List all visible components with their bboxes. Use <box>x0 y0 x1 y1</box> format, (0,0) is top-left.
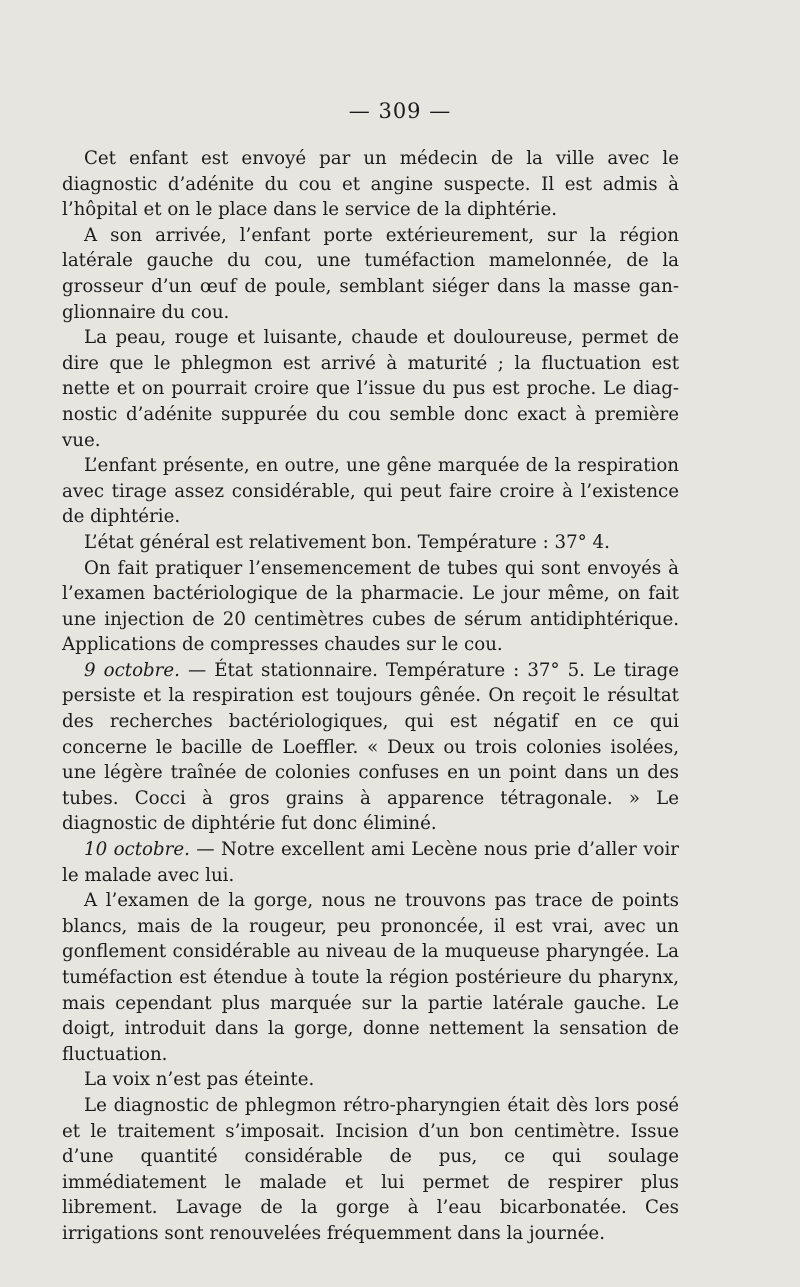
body-text <box>62 146 679 1247</box>
paragraph <box>62 1067 679 1093</box>
date-heading: 9 octobre. <box>84 659 180 681</box>
paragraph <box>62 1093 679 1247</box>
paragraph-text: La voix n’est pas éteinte. <box>84 1069 315 1091</box>
paragraph-text: Le diagnostic de phlegmon rétro-pharyngien était dès lors posé et le traitement s’imposait. Incision d’un bon centimètre. Issue d’une quantité considérable de pus, ce qui soulage immédiatement le malade et lui permet de respirer plus librement. Lavage de la gorge à l’eau bicarbonatée. Ces irrigations sont renouvelées fréquemment dans la journée. <box>62 1094 679 1244</box>
paragraph-text: On fait pratiquer l’ensemencement de tubes qui sont envoyés à l’examen bactériologique de la pharmacie. Le jour même, on fait une injection de 20 centimètres cubes de sérum antidiphtérique. Applications de compresses chaudes sur le cou. <box>62 557 679 656</box>
paragraph <box>62 888 679 1067</box>
paragraph <box>62 530 679 556</box>
paragraph <box>62 837 679 888</box>
paragraph <box>62 223 679 325</box>
paragraph-text: — Notre excellent ami Lecène nous prie d’aller voir le malade avec lui. <box>62 839 679 886</box>
paragraph-text: La peau, rouge et luisante, chaude et douloureuse, permet de dire que le phlegmon est arrivé à maturité ; la fluctuation est nette et on pourrait croire que l’issue du pus est proche. Le diagnostic d’adénite suppurée du cou semble donc exact à première vue. <box>62 327 679 451</box>
paragraph <box>62 556 679 658</box>
paragraph-text: A son arrivée, l’enfant porte extérieurement, sur la région latérale gauche du cou, une tuméfaction mamelonnée, de la grosseur d’un œuf de poule, semblant siéger dans la masse ganglionnaire du cou. <box>62 224 679 323</box>
paragraph <box>62 146 679 223</box>
paragraph-text: — État stationnaire. Température : 37° 5. Le tirage persiste et la respiration est toujours gênée. On reçoit le résultat des recherches bactériologiques, qui est négatif en ce qui concerne le bacille de Loeffler. « Deux ou trois colonies isolées, une légère traînée de colonies confuses en un point dans un des tubes. Cocci à gros grains à apparence tétragonale. » Le diagnostic de diphtérie fut donc éliminé. <box>62 659 679 835</box>
paragraph <box>62 453 679 530</box>
paragraph-text: L’état général est relativement bon. Température : 37° 4. <box>84 531 610 553</box>
paragraph-text: Cet enfant est envoyé par un médecin de la ville avec le diagnostic d’adénite du cou et angine suspecte. Il est admis à l’hôpital et on le place dans le service de la diphtérie. <box>62 148 679 221</box>
page-number: — 309 — <box>348 99 452 123</box>
paragraph <box>62 658 679 837</box>
paragraph-text: L’enfant présente, en outre, une gêne marquée de la respiration avec tirage assez considérable, qui peut faire croire à l’existence de diphtérie. <box>62 455 679 528</box>
paragraph-text: A l’examen de la gorge, nous ne trouvons pas trace de points blancs, mais de la rougeur, peu prononcée, il est vrai, avec un gonflement considérable au niveau de la muqueuse pharyngée. La tuméfaction est étendue à toute la région postérieure du pharynx, mais cependant plus marquée sur la partie latérale gauche. Le doigt, introduit dans la gorge, donne nettement la sensation de fluctuation. <box>62 890 679 1065</box>
date-heading: 10 octobre. <box>84 839 190 861</box>
paragraph <box>62 325 679 453</box>
